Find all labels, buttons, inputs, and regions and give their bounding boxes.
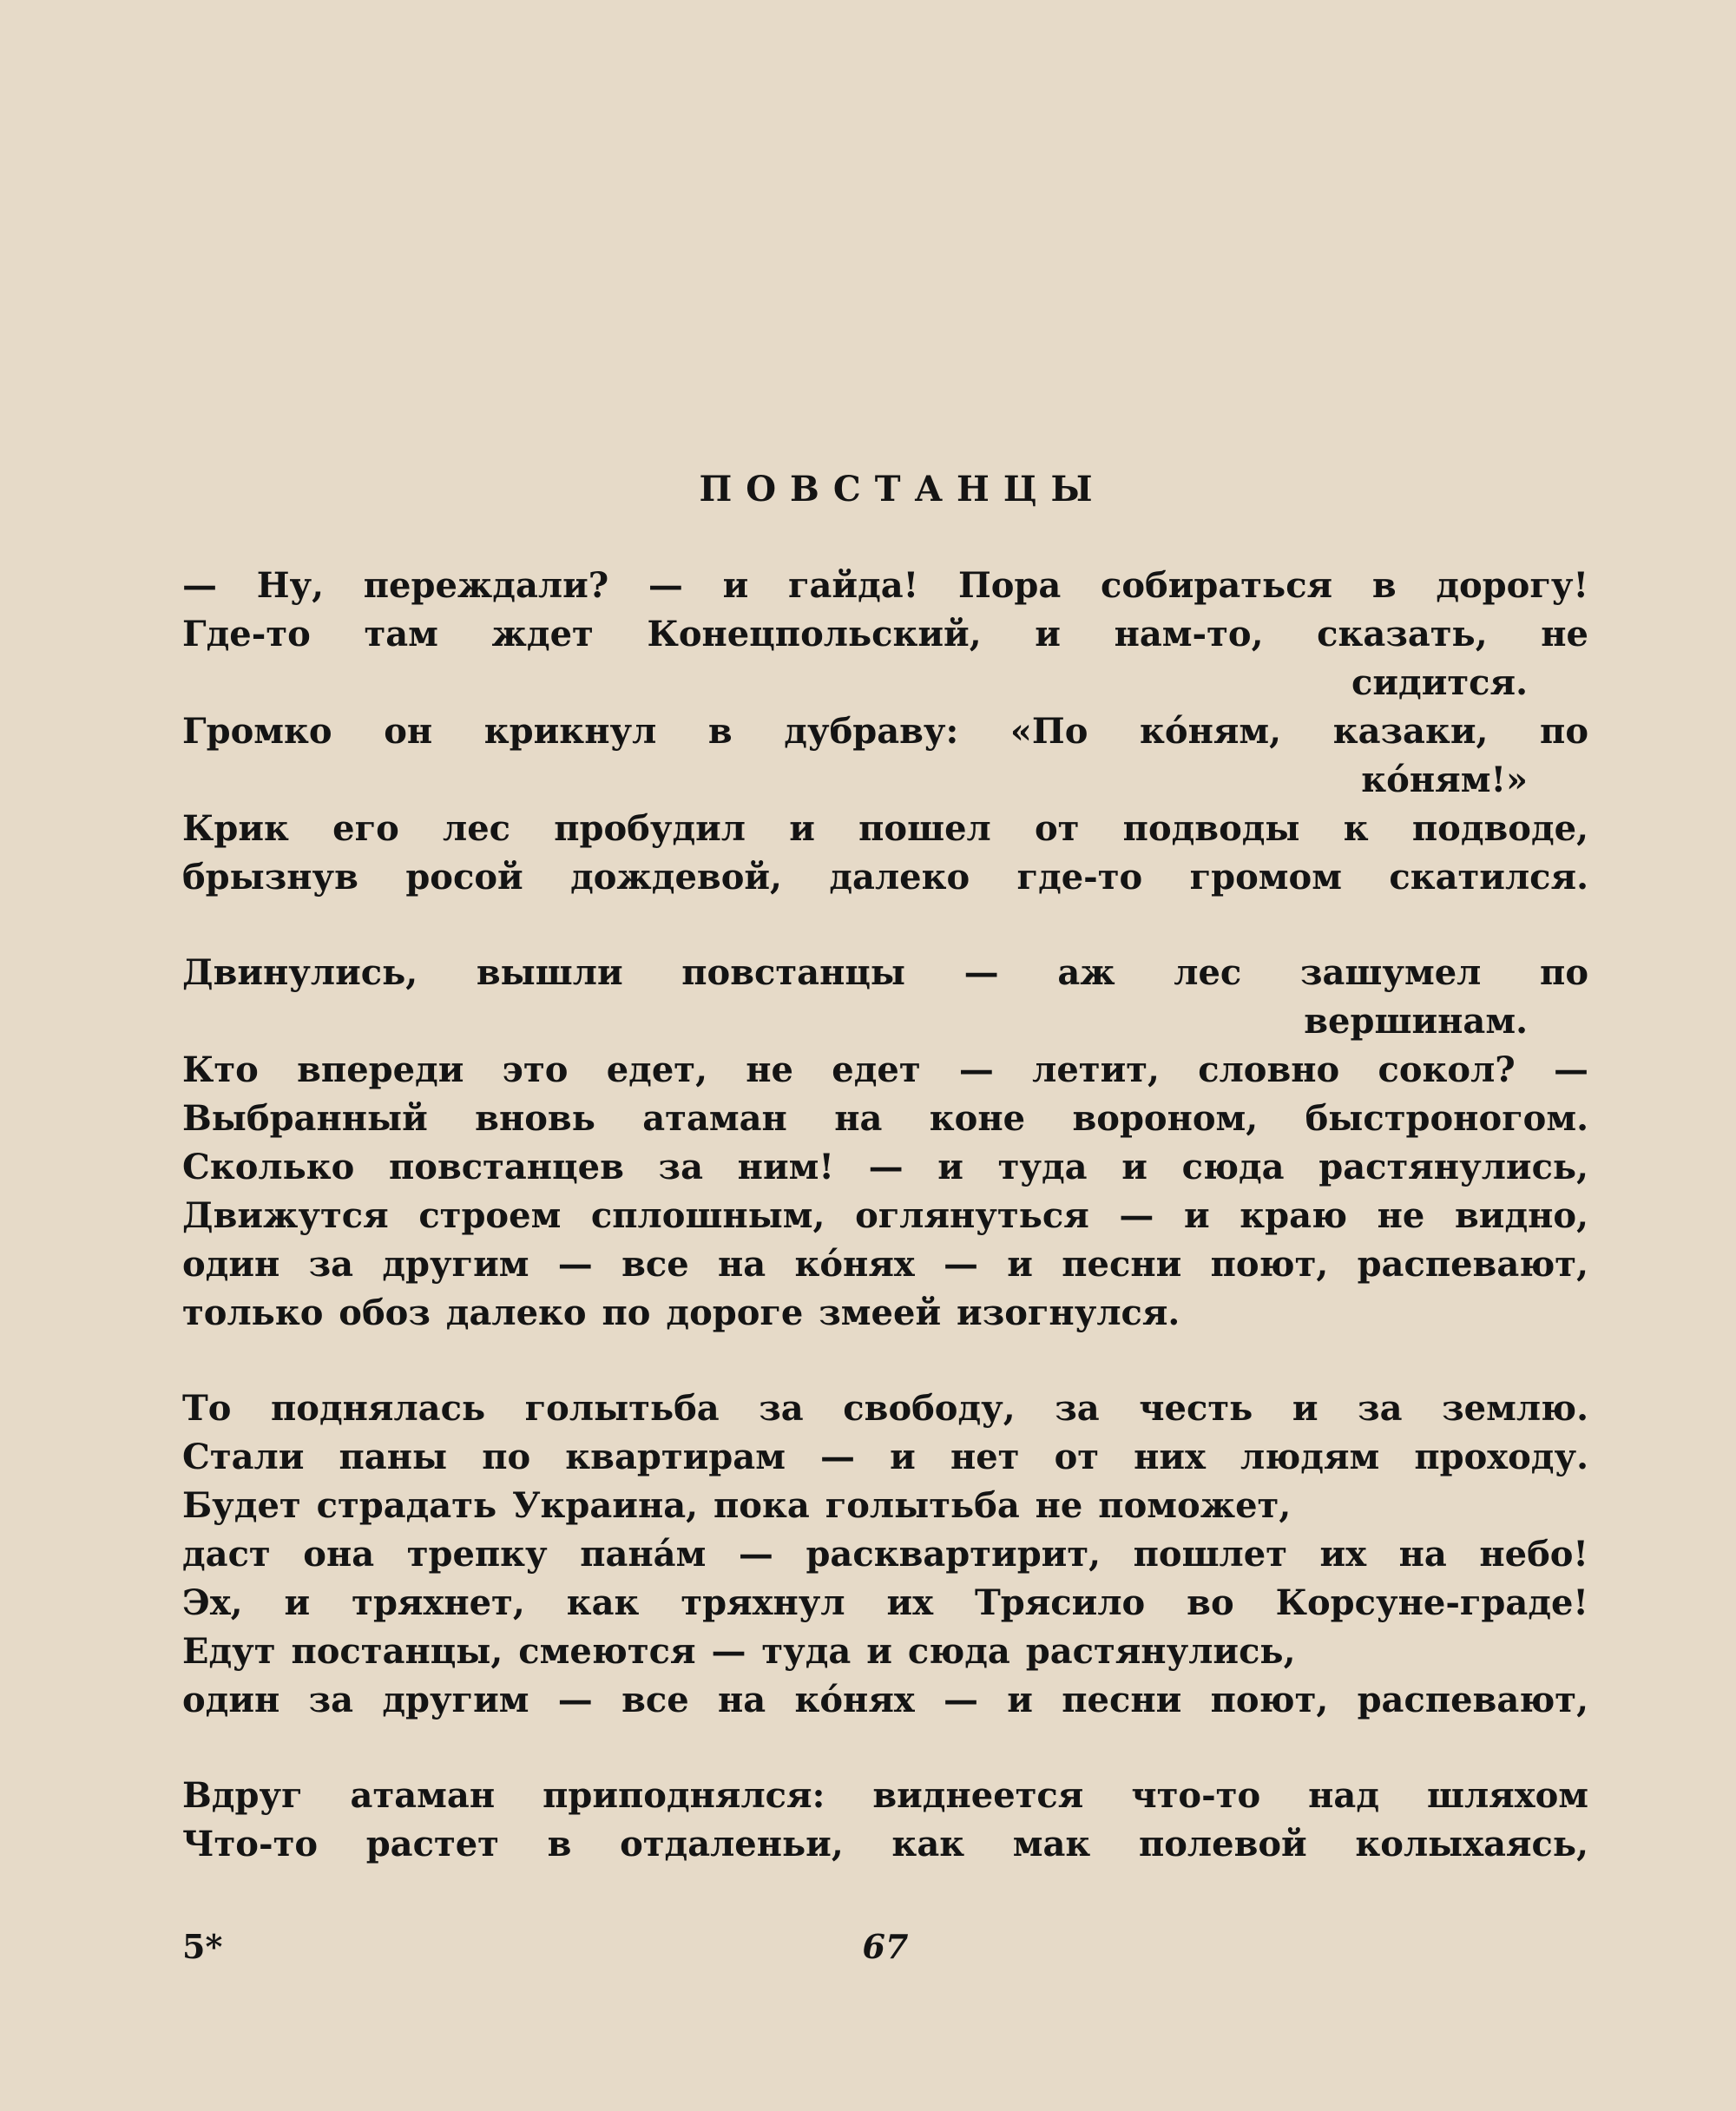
verse-line: Сколько повстанцев за ним! — и туда и сюда растянулись,: [182, 1147, 1588, 1187]
verse-line: Двинулись, вышли повстанцы — аж лес зашумел по: [182, 952, 1588, 993]
verse-line: Громко он крикнул в дубраву: «По ко́ням, казаки, по: [182, 711, 1588, 752]
verse-line: Стали паны по квартирам — и нет от них людям проходу.: [182, 1437, 1588, 1477]
verse-line: — Ну, переждали? — и гайда! Пора собираться в дорогу!: [182, 565, 1588, 606]
verse-line: даст она трепку пана́м — расквартирит, пошлет их на небо!: [182, 1534, 1588, 1575]
verse-line: Выбранный вновь атаман на коне вороном, быстроногом.: [182, 1098, 1588, 1139]
verse-line-continuation: вершинам.: [1304, 1001, 1528, 1042]
verse-line: Движутся строем сплошным, оглянуться — и краю не видно,: [182, 1195, 1588, 1236]
verse-line: Вдруг атаман приподнялся: виднеется что-то над шляхом: [182, 1775, 1588, 1816]
poem-text: [182, 562, 1588, 1869]
signature-mark: 5*: [182, 1927, 223, 1966]
page-footer: [182, 1927, 1588, 1979]
poem-title: ПОВСТАНЦЫ: [699, 469, 1107, 510]
verse-line: Крик его лес пробудил и пошел от подводы к подводе,: [182, 808, 1588, 849]
verse-line: Где-то там ждет Конецпольский, и нам-то, сказать, не: [182, 614, 1588, 654]
verse-line: один за другим — все на ко́нях — и песни поют, распевают,: [182, 1244, 1588, 1285]
verse-line: Будет страдать Украина, пока голытьба не поможет,: [182, 1485, 1292, 1526]
verse-line: только обоз далеко по дороге змеей изогнулся.: [182, 1292, 1180, 1333]
verse-line: один за другим — все на ко́нях — и песни поют, распевают,: [182, 1680, 1588, 1720]
page-number: 67: [862, 1927, 909, 1966]
stanza: [182, 1384, 1588, 1725]
verse-line: Что-то растет в отдаленьи, как мак полевой колыхаясь,: [182, 1824, 1588, 1864]
stanza: [182, 562, 1588, 902]
verse-line-continuation: сидится.: [1351, 662, 1528, 703]
stanza: [182, 1772, 1588, 1869]
verse-line: Кто впереди это едет, не едет — летит, словно сокол? —: [182, 1049, 1588, 1090]
verse-line: Едут постанцы, смеются — туда и сюда растянулись,: [182, 1631, 1296, 1672]
verse-line: брызнув росой дождевой, далеко где-то громом скатился.: [182, 857, 1588, 898]
verse-line-continuation: ко́ням!»: [1361, 760, 1528, 800]
verse-line: Эх, и тряхнет, как тряхнул их Трясило во Корсуне-граде!: [182, 1582, 1588, 1623]
verse-line: То поднялась голытьба за свободу, за честь и за землю.: [182, 1388, 1588, 1429]
stanza: [182, 949, 1588, 1338]
page-body: [182, 469, 1588, 1916]
